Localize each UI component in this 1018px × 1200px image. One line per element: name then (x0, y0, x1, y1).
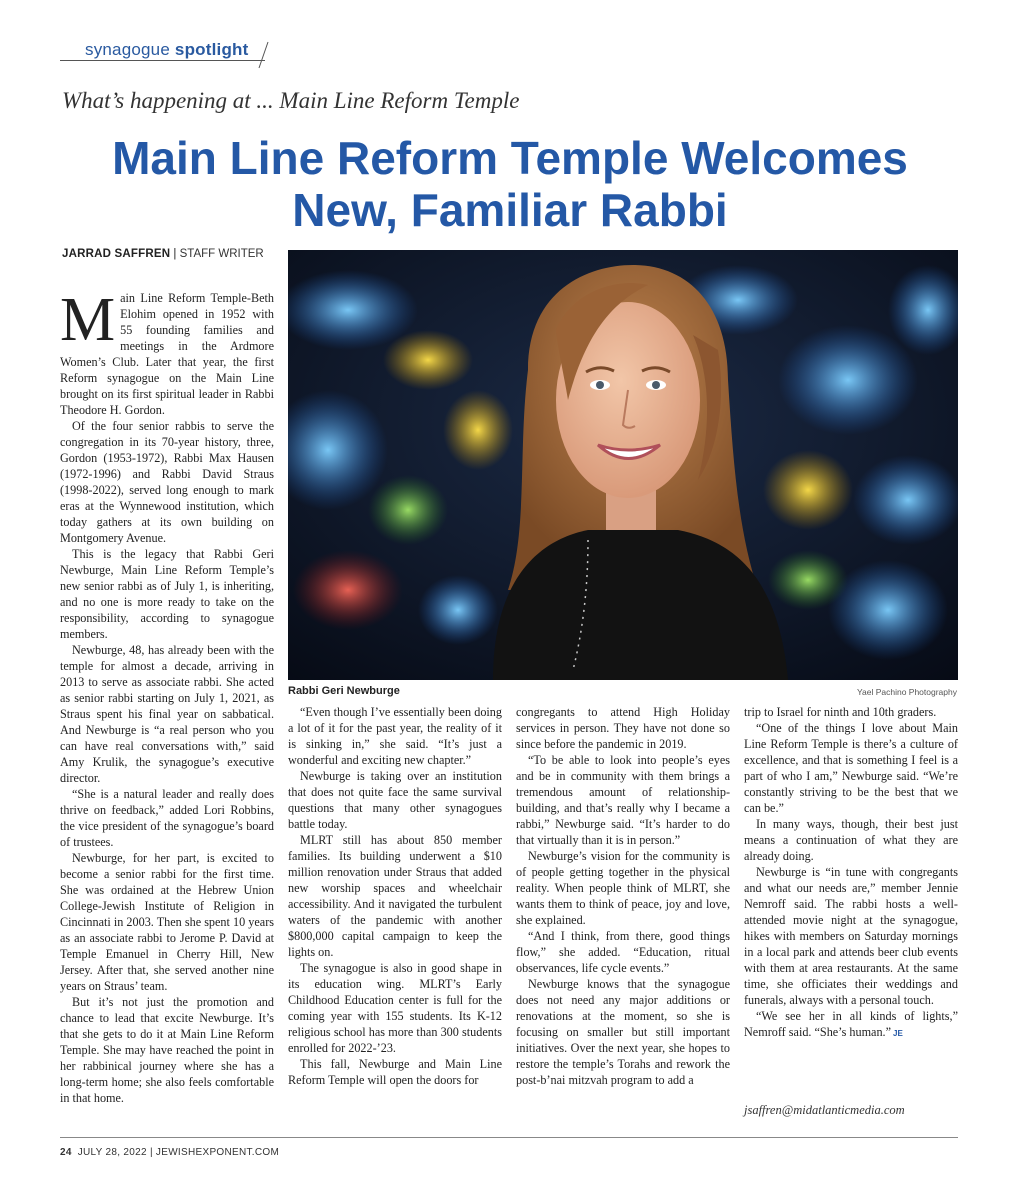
portrait-illustration (288, 250, 958, 680)
headline-line-2: New, Familiar Rabbi (292, 184, 728, 236)
headline-line-1: Main Line Reform Temple Welcomes (112, 132, 908, 184)
article-paragraph: The synagogue is also in good shape in its education wing. MLRT’s Early Childhood Education center is full for the coming year with 155 students. Its K-12 religious school has more than 300 students enrolled for 2022-’23. (288, 961, 502, 1055)
article-column-3 (516, 704, 730, 1088)
article-paragraph: This is the legacy that Rabbi Geri Newburge, Main Line Reform Temple’s new senior rabbi as of July 1, is inheriting, and no one is more ready to take on the responsibility, according to synagogue members. (60, 547, 274, 641)
subhead: What’s happening at ... Main Line Reform Temple (62, 88, 520, 113)
article-paragraph: Newburge, for her part, is excited to become a senior rabbi for the first time. She was ordained at the Hebrew Union College-Jewish Institute of Religion in Cincinnati in 2003. Then she spent 10 years as an associate rabbi to Jerome P. David at Temple Emanuel in Cherry Hill, New Jersey. After that, she served another nine years on Straus’ team. (60, 851, 274, 993)
author-email[interactable]: jsaffren@midatlanticmedia.com (744, 1103, 905, 1117)
article-paragraph: Newburge’s vision for the community is of people getting together in the physical reality. When people think of MLRT, she wants them to think of peace, joy and love, she explained. (516, 849, 730, 927)
article-paragraph: “Even though I’ve essentially been doing a lot of it for the past year, the reality of it is sinking in,” she said. “It’s just a wonderful and exciting new chapter.” (288, 705, 502, 767)
kicker-bold: spotlight (174, 40, 249, 59)
byline-separator: | (170, 248, 180, 260)
article-paragraph: Main Line Reform Temple-Beth Elohim opened in 1952 with 55 founding families and meetings in the Ardmore Women’s Club. Later that year, the first Reform synagogue on the Main Line brought on its first spiritual leader in Rabbi Theodore H. Gordon. (60, 286, 274, 417)
byline-author: JARRAD SAFFREN (62, 248, 171, 260)
article-paragraph: “To be able to look into people’s eyes and be in community with them brings a tremendous amount of relationship-building, and that’s really why I became a rabbi,” Newburge said. “It’s harder to do that virtually than it is in person.” (516, 753, 730, 847)
article-paragraph: “And I think, from there, good things flow,” she added. “Education, ritual observances, life cycle events.” (516, 929, 730, 975)
page-number: 24 (60, 1147, 72, 1158)
article-paragraph: Newburge is “in tune with congregants and what our needs are,” member Jennie Nemroff said. The rabbi hosts a well-attended movie night at the synagogue, hikes with members on Saturday mornings in a local park and attends beer club events with them at area restaurants. At the same time, she officiates their weddings and funerals, always with a personal touch. (744, 865, 958, 1007)
article-paragraph: “We see her in all kinds of lights,” Nemroff said. “She’s human.” JE (744, 1009, 958, 1039)
photo-caption: Rabbi Geri Newburge (288, 685, 400, 697)
footer-text: JULY 28, 2022 | JEWISHEXPONENT.COM (77, 1147, 280, 1158)
article-paragraph: trip to Israel for ninth and 10th graders. (744, 705, 937, 719)
article-paragraph: Newburge, 48, has already been with the temple for almost a decade, arriving in 2013 to serve as associate rabbi. She acted as senior rabbi starting on July 1, 2021, as Straus spent his final year on sabbatical. And Newburge is “a real person who you can have real conversations with,” said Amy Krulik, the synagogue’s executive director. (60, 643, 274, 785)
article-paragraph: Newburge is taking over an institution that does not quite face the same survival questions that many other synagogues battle today. (288, 769, 502, 831)
article-paragraph: Of the four senior rabbis to serve the congregation in its 70-year history, three, Gordon (1953-1972), Rabbi Max Hausen (1972-1996) and Rabbi David Straus (1998-2022), served long enough to mark eras at the Wynnewood institution, which today gathers at its own building on Montgomery Avenue. (60, 419, 274, 545)
article-paragraph: In many ways, though, their best just means a continuation of what they are already doing. (744, 817, 958, 863)
article-paragraph: Newburge knows that the synagogue does not need any major additions or renovations at the moment, so she is focusing on smaller but still important initiatives. Over the next year, she hopes to restore the temple’s Torahs and rework the post-b’nai mitzvah program to add a (516, 977, 730, 1087)
photo-credit: Yael Pachino Photography (856, 687, 957, 697)
article-column-2 (288, 704, 502, 1088)
article-column-1 (60, 286, 274, 1106)
article-paragraph: This fall, Newburge and Main Line Reform Temple will open the doors for (288, 1057, 502, 1087)
article-paragraph: MLRT still has about 850 member families. Its building underwent a $10 million renovation under Straus that added new worship spaces and wheelchair accessibility. And it navigated the turbulent waters of the pandemic with another $800,000 capital campaign to keep the lights on. (288, 833, 502, 959)
kicker-slash-decoration (256, 40, 270, 70)
kicker-rule (60, 60, 265, 61)
kicker-regular: synagogue (85, 40, 170, 59)
byline (62, 248, 264, 260)
end-mark: JE (893, 1029, 903, 1038)
page-footer (60, 1147, 279, 1158)
article-paragraph: congregants to attend High Holiday services in person. They have not done so since before the pandemic in 2019. (516, 705, 730, 751)
footer-rule (60, 1137, 958, 1138)
article-paragraph: “She is a natural leader and really does thrive on feedback,” added Lori Robbins, the vice president of the synagogue’s board of trustees. (60, 787, 274, 849)
article-paragraph: But it’s not just the promotion and chance to lead that excite Newburge. It’s that she gets to do it at Main Line Reform Temple. She may have reached the point in her rabbinical journey where she has a long-term home; she also feels comfortable in that home. (60, 995, 274, 1105)
rabbi-portrait-photo (288, 250, 958, 680)
headline (40, 132, 980, 236)
article-column-4 (744, 704, 958, 1042)
byline-role: STAFF WRITER (179, 248, 264, 260)
drop-cap: M (60, 286, 116, 354)
article-paragraph: “One of the things I love about Main Line Reform Temple is there’s a culture of excellence, and that is something I feel is a part of who I am,” Newburge said. “We’re constantly striving to be the best that we can be.” (744, 721, 958, 815)
section-kicker (85, 40, 248, 60)
